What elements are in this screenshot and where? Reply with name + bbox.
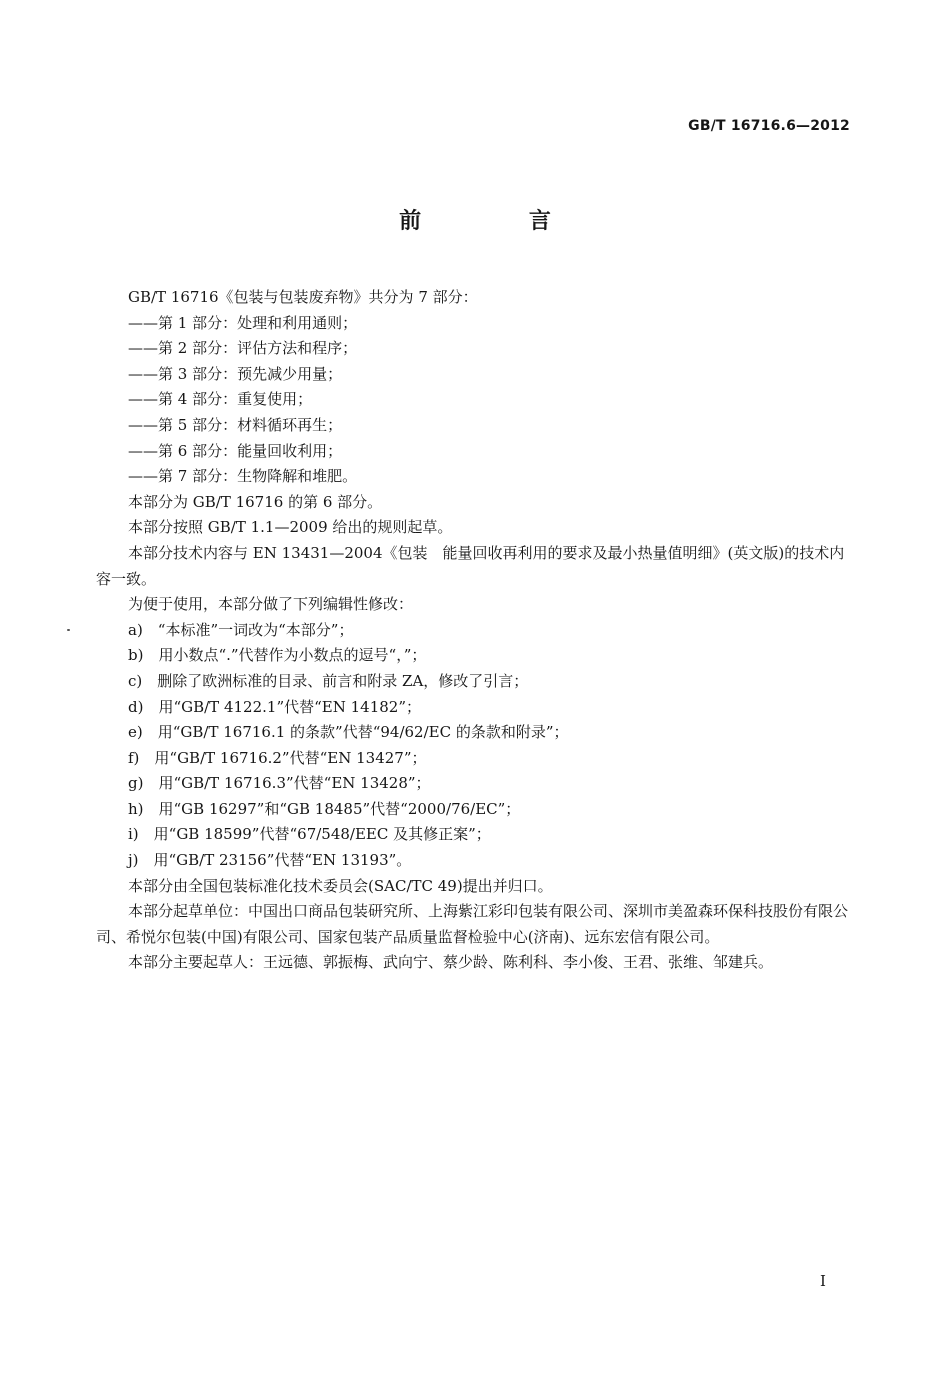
- foreword-body: [96, 285, 856, 976]
- edit-item-c: c) 删除了欧洲标准的目录、前言和附录 ZA，修改了引言；: [128, 671, 529, 690]
- edit-item-g: g) 用“GB/T 16716.3”代替“EN 13428”；: [128, 774, 431, 793]
- paragraph-proposer: 本部分由全国包装标准化技术委员会(SAC/TC 49)提出并归口。: [128, 876, 553, 895]
- list-item-part-6: ——第 6 部分：能量回收利用；: [128, 441, 343, 460]
- list-item-part-1: ——第 1 部分：处理和利用通则；: [128, 313, 358, 332]
- edit-item-f: f) 用“GB/T 16716.2”代替“EN 13427”；: [128, 748, 427, 767]
- list-item-part-3: ——第 3 部分：预先减少用量；: [128, 364, 343, 383]
- edit-item-d: d) 用“GB/T 4122.1”代替“EN 14182”；: [128, 697, 422, 716]
- edit-item-h: h) 用“GB 16297”和“GB 18485”代替“2000/76/EC”；: [128, 799, 521, 818]
- edit-item-j: j) 用“GB/T 23156”代替“EN 13193”。: [128, 851, 412, 870]
- paragraph-edits-intro: 为便于使用，本部分做了下列编辑性修改：: [128, 595, 414, 614]
- paragraph-drafting-units: 本部分起草单位：中国出口商品包装研究所、上海紫江彩印包装有限公司、深圳市美盈森环保科技股份有限公司、希悦尔包装(中国)有限公司、国家包装产品质量监督检验中心(济南)、远东宏信有限公司。: [96, 902, 849, 946]
- standard-code: GB/T 16716.6—2012: [688, 118, 850, 134]
- paragraph-technical-content: 本部分技术内容与 EN 13431—2004《包装 能量回收再利用的要求及最小热量值明细》(英文版)的技术内容一致。: [96, 543, 845, 588]
- list-item-part-4: ——第 4 部分：重复使用；: [128, 390, 313, 409]
- list-item-part-7: ——第 7 部分：生物降解和堆肥。: [128, 467, 358, 486]
- page-title: 前 言: [399, 209, 601, 234]
- edit-item-b: b) 用小数点“.”代替作为小数点的逗号“，”；: [128, 646, 427, 665]
- page-number: I: [820, 1272, 826, 1290]
- edit-item-i: i) 用“GB 18599”代替“67/548/EEC 及其修正案”；: [128, 825, 491, 844]
- list-item-part-2: ——第 2 部分：评估方法和程序；: [128, 339, 358, 358]
- paragraph-drafters: 本部分主要起草人：王远德、郭振梅、武向宁、蔡少龄、陈利科、李小俊、王君、张维、邹建兵。: [128, 953, 774, 972]
- paragraph-intro: GB/T 16716《包装与包装废弃物》共分为 7 部分：: [128, 288, 478, 306]
- paragraph-drafting-rules: 本部分按照 GB/T 1.1—2009 给出的规则起草。: [128, 518, 453, 537]
- edit-item-a: a) “本标准”一词改为“本部分”；: [128, 620, 354, 639]
- list-item-part-5: ——第 5 部分：材料循环再生；: [128, 415, 343, 434]
- edit-item-e: e) 用“GB/T 16716.1 的条款”代替“94/62/EC 的条款和附录”；: [128, 723, 569, 742]
- paragraph-part-statement: 本部分为 GB/T 16716 的第 6 部分。: [128, 492, 383, 511]
- scan-speck: [67, 629, 70, 631]
